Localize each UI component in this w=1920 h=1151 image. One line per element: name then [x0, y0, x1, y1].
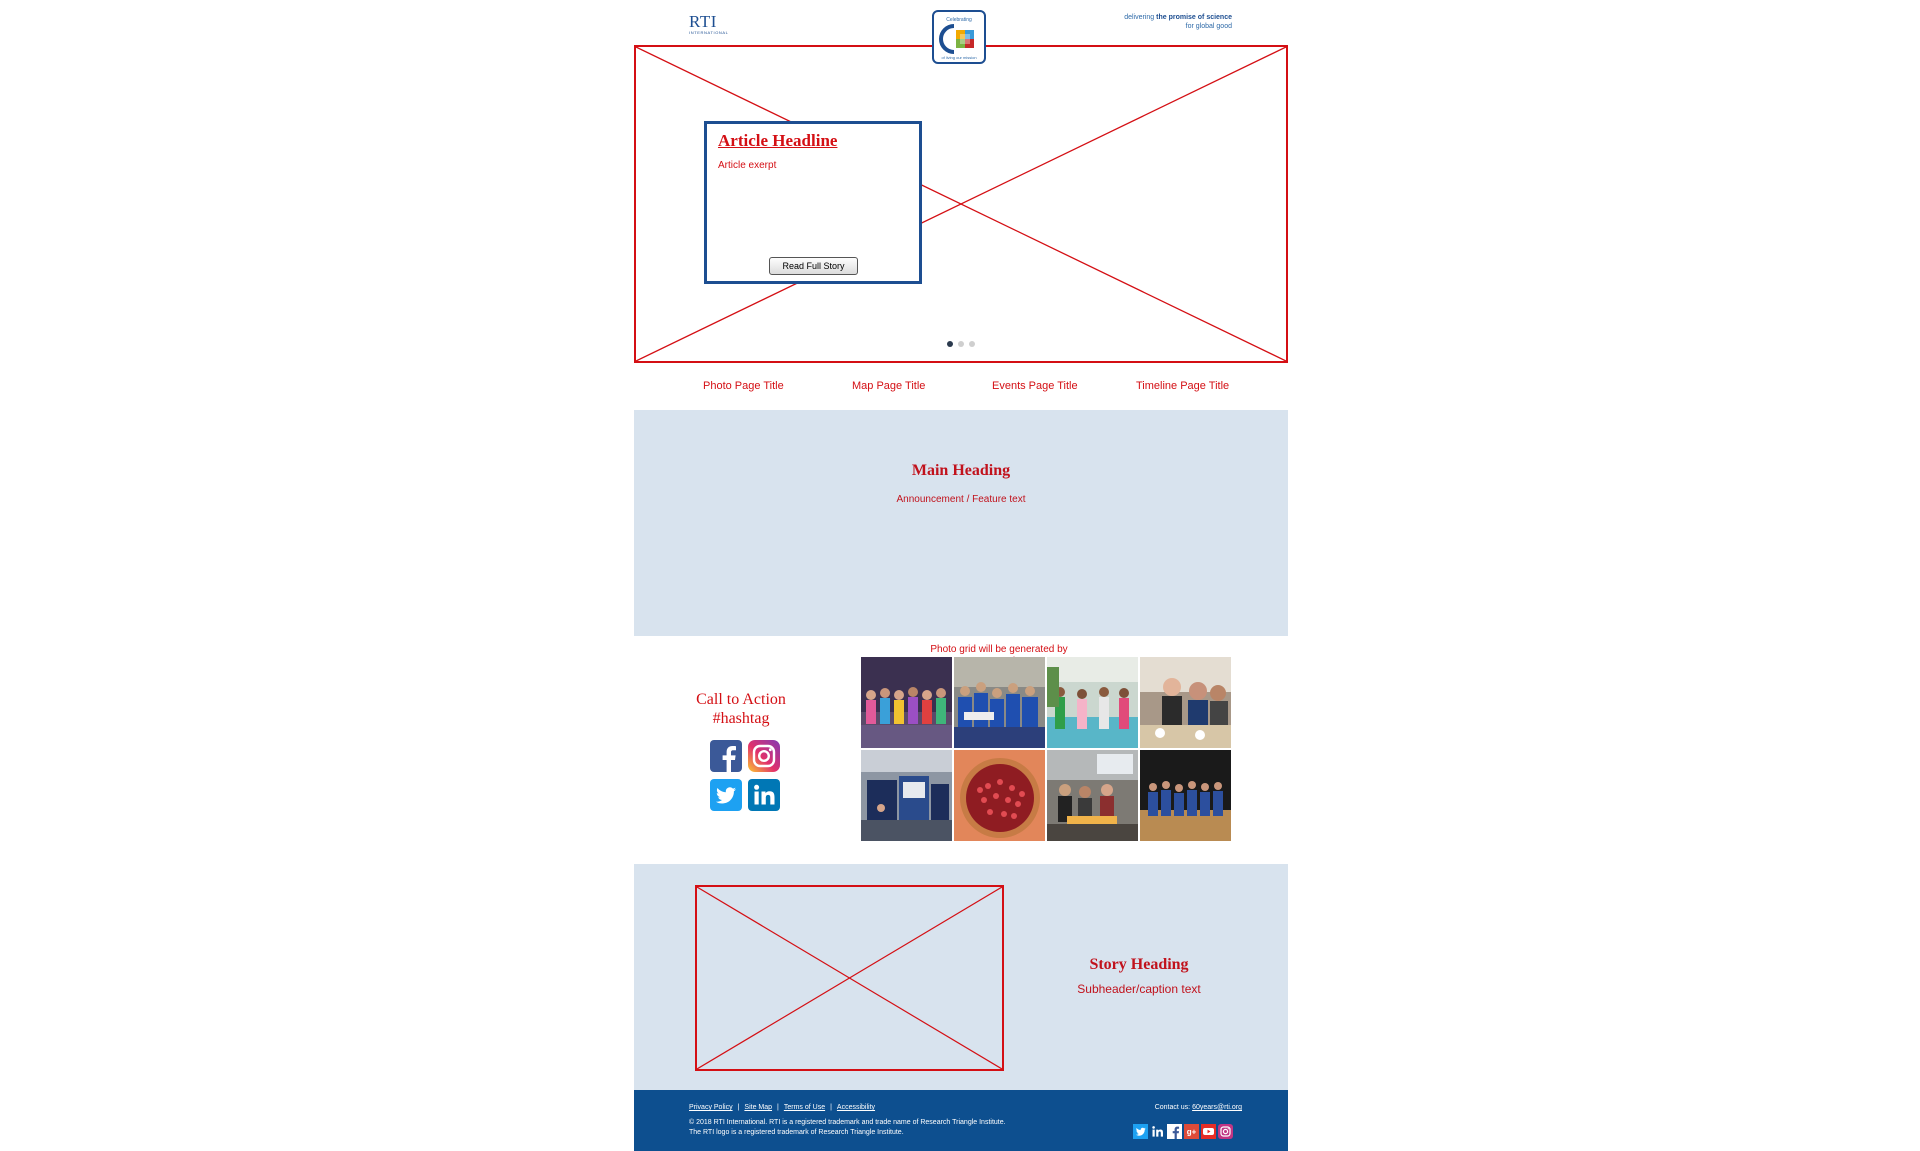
- nav-timeline-page[interactable]: Timeline Page Title: [1136, 380, 1230, 392]
- story-image-placeholder: [695, 885, 1004, 1071]
- anniversary-emblem-icon: [934, 12, 984, 62]
- footer-separator: |: [777, 1104, 779, 1111]
- copyright-line2: The RTI logo is a registered trademark of Research Triangle Institute.: [689, 1129, 904, 1136]
- photo-grid: [861, 657, 1232, 841]
- google-plus-icon[interactable]: [1184, 1124, 1199, 1139]
- read-full-story-button[interactable]: Read Full Story: [769, 257, 858, 275]
- article-headline[interactable]: Article Headline: [718, 131, 838, 150]
- tagline-bold: the promise of science: [1156, 14, 1232, 21]
- twitter-icon[interactable]: [710, 779, 742, 811]
- photo-group-performers[interactable]: [861, 657, 952, 748]
- photo-grid-note-line1: Photo grid will be generated by: [930, 644, 1068, 655]
- tagline-line2: for global good: [1185, 23, 1232, 30]
- contact-email-link[interactable]: 60years@rti.org: [1192, 1104, 1242, 1111]
- photo-office-gathering[interactable]: [1047, 750, 1138, 841]
- instagram-icon[interactable]: [1218, 1124, 1233, 1139]
- anniversary-logo[interactable]: [932, 10, 986, 64]
- main-heading: Main Heading: [911, 462, 1011, 479]
- linkedin-icon[interactable]: [1150, 1124, 1165, 1139]
- anniversary-bottom-text: of living our mission: [941, 55, 977, 60]
- youtube-icon[interactable]: [1201, 1124, 1216, 1139]
- footer-links: [689, 1104, 875, 1111]
- hero-carousel[interactable]: [634, 45, 1288, 363]
- photo-poolside-group[interactable]: [1047, 657, 1138, 748]
- footer-separator: |: [737, 1104, 740, 1111]
- carousel-dot-2[interactable]: [958, 341, 964, 347]
- anniversary-top-text: Celebrating: [946, 17, 972, 23]
- instagram-icon[interactable]: [748, 740, 780, 772]
- footer-copyright: [689, 1118, 1006, 1138]
- story-heading: Story Heading: [1089, 956, 1189, 973]
- photo-exhibit-booth[interactable]: [861, 750, 952, 841]
- carousel-dot-1[interactable]: [947, 341, 953, 347]
- page-nav: [634, 380, 1288, 396]
- tagline-prefix: delivering: [1124, 14, 1155, 21]
- tagline: [1124, 13, 1232, 31]
- cta-hashtag: #hashtag: [712, 710, 770, 727]
- call-to-action: [674, 690, 808, 728]
- rti-logo-text: RTI: [689, 12, 717, 31]
- photo-berry-pie[interactable]: [954, 750, 1045, 841]
- twitter-icon[interactable]: [1133, 1124, 1148, 1139]
- copyright-line1: © 2018 RTI International. RTI is a registered trademark and trade name of Research Triangle Institute.: [689, 1119, 1006, 1126]
- contact-label: Contact us:: [1154, 1104, 1191, 1111]
- nav-events-page[interactable]: Events Page Title: [992, 380, 1078, 392]
- footer-link-accessibility[interactable]: Accessibility: [836, 1104, 876, 1111]
- carousel-dots: [947, 341, 975, 347]
- footer-contact: [1155, 1104, 1242, 1111]
- carousel-dot-3[interactable]: [969, 341, 975, 347]
- announcement-section: [634, 410, 1288, 636]
- nav-photo-page[interactable]: Photo Page Title: [703, 380, 784, 392]
- announcement-text: Announcement / Feature text: [896, 494, 1026, 505]
- footer: [634, 1090, 1288, 1151]
- footer-separator: |: [830, 1104, 832, 1111]
- story-section: [634, 864, 1288, 1090]
- photo-blue-shirts-team[interactable]: [954, 657, 1045, 748]
- cta-line1: Call to Action: [696, 691, 786, 708]
- article-card: [704, 121, 922, 284]
- page: [634, 0, 1288, 1151]
- photo-dinner-group[interactable]: [1140, 657, 1231, 748]
- nav-map-page[interactable]: Map Page Title: [852, 380, 926, 392]
- footer-social-icons: [1133, 1124, 1233, 1139]
- svg-text:g+: g+: [1186, 1127, 1197, 1137]
- facebook-icon[interactable]: [710, 740, 742, 772]
- rti-logo[interactable]: [689, 14, 737, 34]
- article-excerpt: Article exerpt: [718, 160, 777, 171]
- footer-link-privacy[interactable]: Privacy Policy: [689, 1104, 733, 1111]
- linkedin-icon[interactable]: [748, 779, 780, 811]
- rti-logo-subtext: INTERNATIONAL: [689, 30, 729, 35]
- facebook-icon[interactable]: [1167, 1124, 1182, 1139]
- photo-night-group[interactable]: [1140, 750, 1231, 841]
- story-subheader: Subheader/caption text: [1077, 982, 1201, 996]
- footer-link-sitemap[interactable]: Site Map: [744, 1104, 773, 1111]
- footer-link-terms[interactable]: Terms of Use: [783, 1104, 826, 1111]
